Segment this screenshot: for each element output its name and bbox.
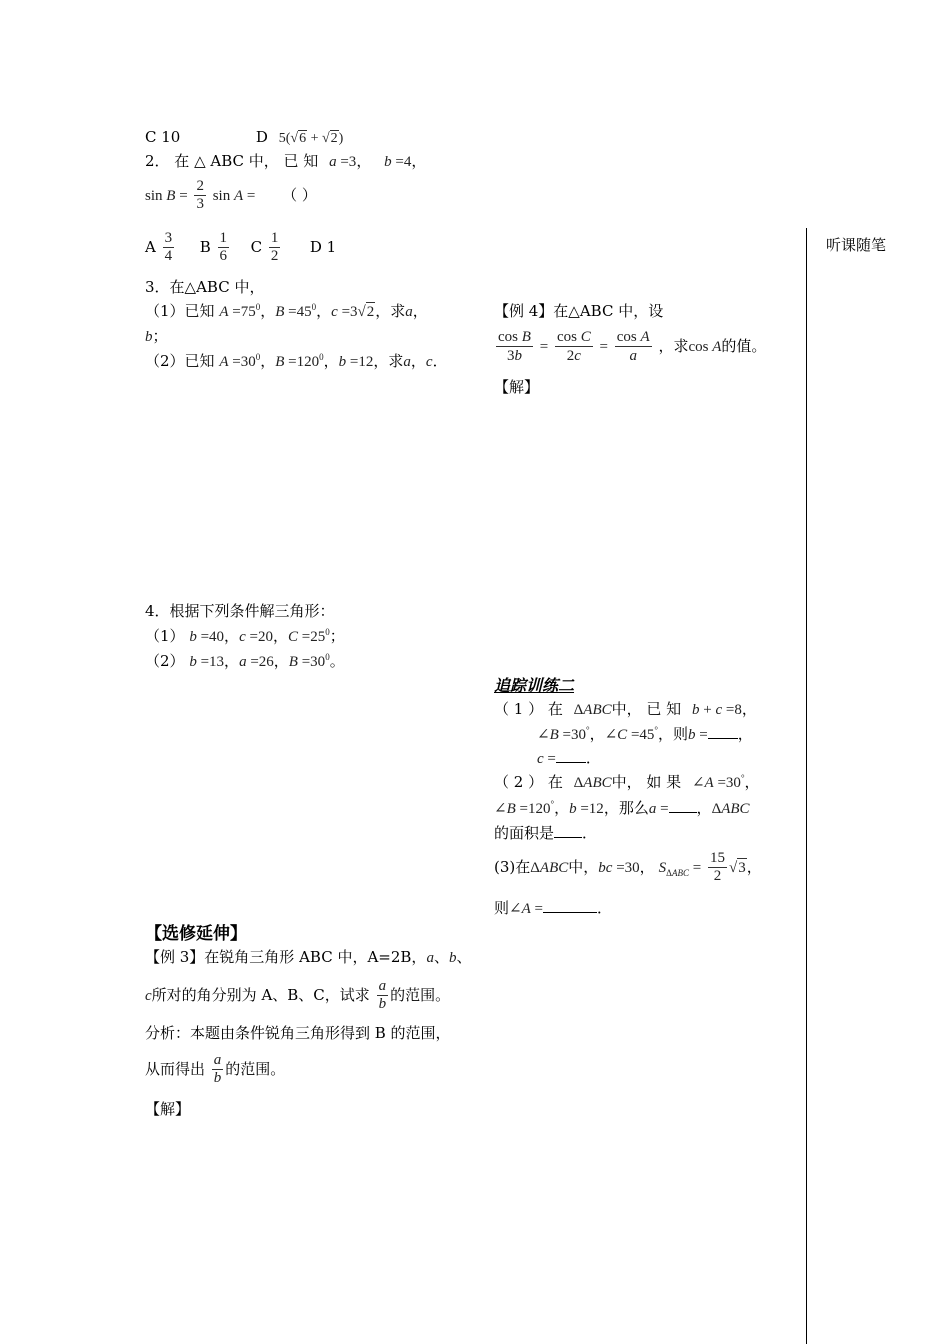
q4-part1: （1） b =40，c =20，$C =25^0$； — [145, 627, 345, 645]
q3-title: 3．在△ABC 中， — [145, 278, 265, 296]
q1-options: C 10 D 5(√6 + √2) — [145, 128, 344, 146]
ex4-formula: $\frac{\text{cos B}}{3b}$ = $\frac{\text{cos C}}{2c}$ = $\frac{\text{cos A}}{a}$ ，求cos A的值。 — [498, 329, 767, 365]
track-title: 追踪训练二 — [494, 676, 575, 695]
track-part3-cont: 则∠A = ． — [494, 899, 612, 917]
track-part1: （ 1 ） 在 ΔABC中， 已 知 b + c =8， — [494, 700, 757, 718]
ex3-analysis2: 从而得出 $\frac{a}{b}$ 的范围。 — [145, 1052, 286, 1087]
q3-part1: （1）已知 $A =75^0$，$B =45^0$，c =3√2，求a， — [145, 302, 428, 320]
q3-part1-cont: b； — [145, 327, 168, 345]
q1-option-c: C 10 — [145, 128, 181, 146]
ex4-title: 【例 4】在△ABC 中，设 — [494, 302, 664, 320]
sidebar-label: 听课随笔 — [826, 236, 887, 254]
q2-line2: sin B = $\frac{2}{3}$ sin A = （ ） — [145, 178, 317, 213]
ex3-solve: 【解】 — [145, 1100, 191, 1118]
ex3-line2: c所对的角分别为 A、B、C，试求 $\frac{a}{b}$ 的范围。 — [145, 978, 451, 1013]
track-part3: (3)在ΔABC中，bc =30， $S_{\Delta ABC}$ = $\frac{15}{2}$ √3， — [494, 850, 762, 885]
ex4-solve: 【解】 — [494, 378, 540, 396]
track-part2-cont: ∠B =120°，b =12，那么a = ，ΔABC — [494, 799, 750, 817]
track-part2-cont2: 的面积是 ． — [494, 824, 598, 842]
q3-part2: （2）已知 $A =30^0$，$B =120^0$，b =12，求a，c． — [145, 352, 448, 370]
track-part2: （ 2 ） 在 ΔABC中， 如 果 ∠A =30°， — [494, 773, 760, 791]
q1-option-d: D — [255, 128, 268, 146]
elective-title: 【选修延伸】 — [145, 924, 247, 944]
q2-line1: 2． 在 △ ABC 中， 已 知 a =3， b =4， — [145, 152, 427, 170]
ex3-analysis1: 分析：本题由条件锐角三角形得到 B 的范围， — [145, 1024, 451, 1042]
margin-divider-line — [806, 228, 807, 1344]
q2-options: A $\frac{3}{4}$ B $\frac{1}{6}$ C $\frac{1}{2}$ D 1 — [145, 230, 337, 265]
ex3-line1: 【例 3】在锐角三角形 ABC 中，A=2B，a、b、 — [145, 948, 472, 966]
track-part1-cont: ∠B =30°，∠C =45°，则b = ， — [537, 725, 753, 743]
q4-part2: （2） b =13，a =26，$B =30^0$。 — [145, 652, 345, 670]
q4-title: 4．根据下列条件解三角形： — [145, 602, 335, 620]
track-part1-cont2: c = ． — [537, 749, 601, 767]
